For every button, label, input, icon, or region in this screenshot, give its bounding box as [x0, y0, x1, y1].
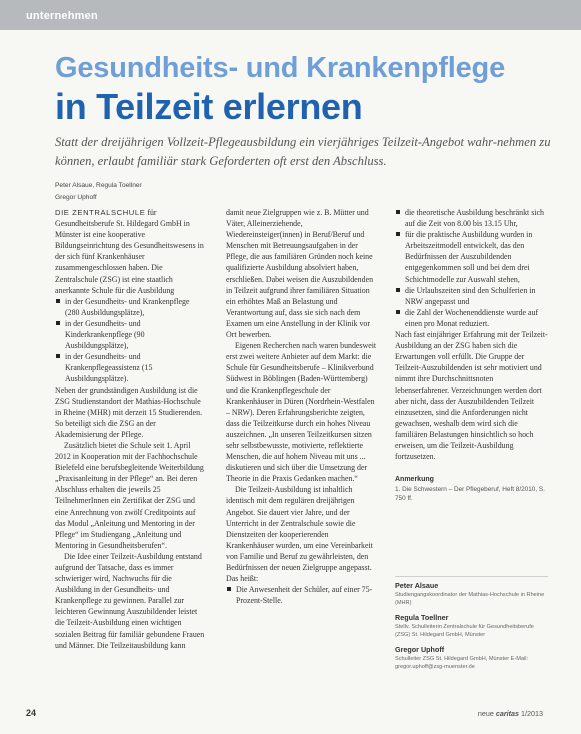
magazine-footer: [478, 709, 543, 718]
bullet-item: in der Gesundheits- und Krankenpflegeassistenz (15 Ausbildungsplätze).: [55, 351, 205, 384]
magazine-name: neue: [477, 709, 494, 718]
bio-name: Regula Toellner: [395, 613, 449, 622]
bullet-item: in der Gesundheits- und Kinderkrankenpflege (90 Ausbildungsplätze),: [55, 318, 205, 351]
magazine-issue: 1/2013: [521, 709, 543, 718]
author-bio: [395, 645, 548, 671]
bio-text: Studiengangskoordinator der Mathias-Hochschule in Rheine (MHR): [395, 592, 545, 606]
page-number: 24: [26, 708, 37, 718]
author-line: Peter Alsaue, Regula Toellner: [55, 182, 142, 189]
bio-name: Peter Alsaue: [395, 581, 439, 590]
body-paragraph: Eigenen Recherchen nach waren bundesweit erst zwei weitere Anbieter auf dem Markt: die Schule für Gesundheitsberufe – Klinikverbund Südwest in Böblingen (Baden-Württemberg) und die Krankenpflegeschule der Krankenhäuser in Düren (Nordrhein-Westfalen – NRW). Deren Erfahrungsberichte zeigten, dass die Teilzeitkurse durch ein hohes Niveau auszeichnen. „In unseren Teilzeitkursen sitzen sehr selbstbewusste, motivierte, reflektierte Menschen, die auf hohem Niveau mit uns ... diskutieren und sich über die Umsetzung der Theorie in die Praxis Gedanken machen.“: [226, 341, 377, 484]
author-list: [55, 180, 142, 204]
body-paragraph: Neben der grundständigen Ausbildung ist die ZSG Studienstandort der Mathias-Hochschule in Rheine (MHR) mit derzeit 15 Studierenden. So beteiligt sich die ZSG an der Akademisierung der Pflege.: [55, 385, 203, 439]
author-bio: [395, 581, 548, 607]
bio-text: Schulleiter ZSG St. Hildegard GmbH, Münster E-Mail: gregor.uphoff@zsg-muenster.de: [395, 656, 529, 670]
bullet-item: in der Gesundheits- und Krankenpflege (280 Ausbildungsplätze),: [55, 296, 205, 318]
article-lead: Statt der dreijährigen Vollzeit-Pflegeausbildung ein vierjähriges Teilzeit-Angebot wahr-nehmen zu können, erlaubt familiär stark Geforderten oft erst den Abschluss.: [55, 135, 551, 168]
bullet-item: die theoretische Ausbildung beschränkt sich auf die Zeit von 8.00 bis 13.15 Uhr,: [395, 207, 548, 229]
body-paragraph: damit neue Zielgruppen wie z. B. Mütter und Väter, Alleinerziehende, Wiedereinsteiger(innen) in Beruf/Beruf und Menschen mit Betreuungsaufgaben in der Pflege, die aus familiären Gründen noch keine qualifizierte Ausbildung absolviert haben, erschließen. Dabei weisen die Auszubildenden in Teilzeit aufgrund ihrer familiären Situation ein erhöhtes Maß an Belastung und Verantwortung auf, dass sie sich nach dem Examen um eine Anstellung in der Klinik vor Ort bewerben.: [226, 208, 374, 340]
article-title-line2: in Teilzeit erlernen: [55, 86, 363, 127]
notes-heading: Anmerkung: [395, 476, 434, 484]
notes-text: 1. Die Schwestern – Der Pflegeberuf, Heft 8/2010, S. 750 ff.: [395, 486, 545, 503]
lead-in-caps: DIE ZENTRALSCHULE: [55, 208, 146, 217]
body-paragraph: Nach fast einjähriger Erfahrung mit der Teilzeit-Ausbildung an der ZSG haben sich die Erwartungen voll erfüllt. Die Gruppe der Teilzeit-Auszubildenden ist sehr motiviert und nimmt ihre Durchschnittsnoten lebenserfahrener. Verzeichnungen werden dort aber nicht, dass der Auszubildenden Teilzeit einzusetzen, sind die Anforderungen nicht gewachsen, weshalb dem wird sich die familiären Belastungen hinsichtlich so hoch erweisen, um die Teilzeit-Ausbildung fortzusetzen.: [395, 330, 548, 462]
author-line: Gregor Uphoff: [55, 194, 97, 201]
magazine-brand: caritas: [495, 709, 520, 718]
body-column-1: [55, 207, 205, 651]
bullet-item: Die Anwesenheit der Schüler, auf einer 75-Prozent-Stelle.: [226, 584, 378, 606]
body-paragraph: Die Teilzeit-Ausbildung ist inhaltlich identisch mit dem regulären dreijährigen Angebot. Sie dauert vier Jahre, und der Unterricht in der Zentralschule sowie die Dienstzeiten der kooperierenden Krankenhäuser wurden, um eine Vereinbarkeit von Familie und Beruf zu gewährleisten, den Bedürfnissen der neuen Zielgruppe angepasst. Das heißt:: [226, 485, 373, 584]
section-header-bar: [0, 0, 581, 30]
bullet-item: für die praktische Ausbildung wurden in Arbeitszeitmodell entwickelt, das den Bedürfnissen der Auszubildenden entgegenkommen soll und bei dem drei Schichtmodelle zur Auswahl stehen,: [395, 229, 548, 284]
bio-name: Gregor Uphoff: [395, 645, 445, 654]
section-rubric: unternehmen: [26, 10, 98, 22]
body-paragraph: Zusätzlich bietet die Schule seit 1. April 2012 in Kooperation mit der Fachhochschule Bielefeld eine berufsbegleitende Weiterbildung „Praxisanleitung in der Pflege“ an. Bei deren Abschluss erhalten die jeweils 25 TeilnehmerInnen ein Zertifikat der ZSG und eine Anrechnung von zwölf Creditpoints auf das Modul „Anleitung und Mentoring in der Pflege“ im Studiengang „Anleitung und Mentoring in Gesundheitsberufen“.: [55, 440, 204, 550]
article-title-line1: Gesundheits- und Krankenpflege: [55, 52, 505, 84]
bio-text: Stellv. Schulleiterin Zentralschule für Gesundheitsberufe (ZSG) St. Hildegard GmbH, Münster: [395, 624, 534, 638]
bullet-item: die Urlaubszeiten sind den Schulferien in NRW angepasst und: [395, 285, 548, 307]
author-bio: [395, 613, 548, 639]
bullet-item: die Zahl der Wochenenddienste wurde auf einen pro Monat reduziert.: [395, 307, 548, 329]
body-column-2: [226, 207, 378, 606]
body-paragraph: DIE ZENTRALSCHULE für Gesundheitsberufe St. Hildegard GmbH in Münster ist eine kooperative Bildungseinrichtung des Gesundheitswesens in der sich fünf Krankenhäuser zusammengeschlossen haben. Die Zentralschule (ZSG) ist eine staatlich anerkannte Schule für die Ausbildung: [55, 208, 204, 295]
body-column-3: [395, 207, 548, 503]
body-paragraph: Die Idee einer Teilzeit-Ausbildung entstand aufgrund der Tatsache, dass es immer schwieriger wird, Nachwuchs für die Ausbildung in der Gesundheits- und Krankenpflege zu gewinnen. Parallel zur leichteren Gewinnung Auszubildender leistet die Teilzeit-Ausbildung einen wichtigen sozialen Beitrag für familiär gebundene Frauen und Männer. Die Teilzeitausbildung kann: [55, 551, 205, 650]
author-bios: [395, 576, 548, 677]
